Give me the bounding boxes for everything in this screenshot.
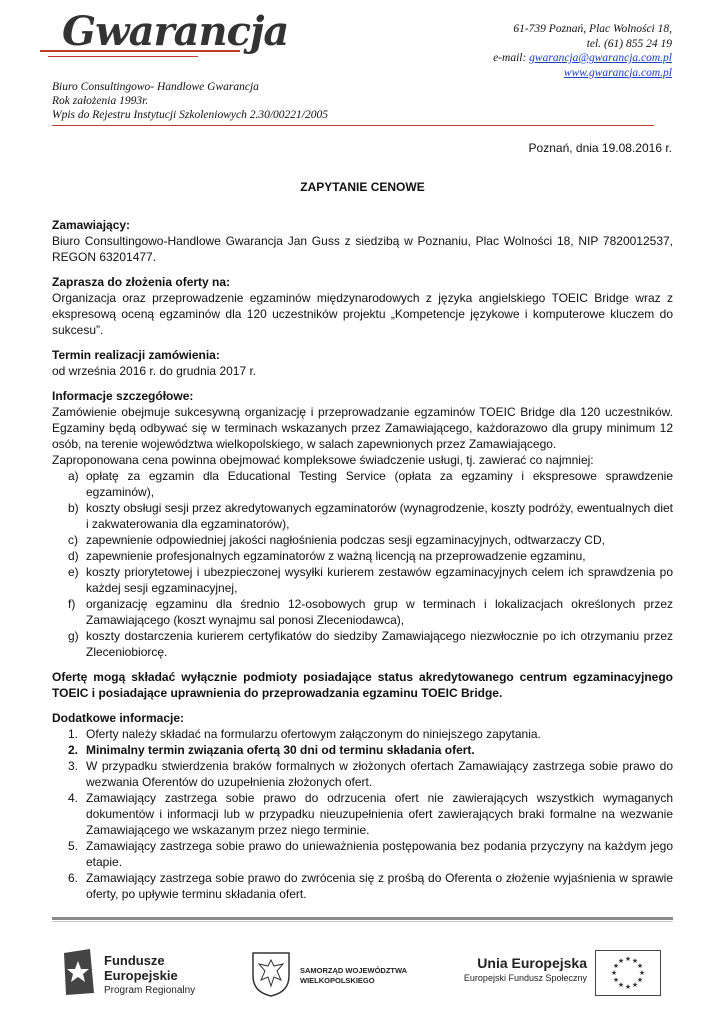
- svg-text:★: ★: [624, 983, 632, 991]
- zaprasza-heading: Zaprasza do złożenia oferty na:: [52, 275, 231, 289]
- zamawiajacy-heading: Zamawiający:: [52, 218, 131, 232]
- requirements-list: [52, 468, 673, 660]
- fundusze-europejskie-logo: [60, 945, 220, 1000]
- fe-line1: Fundusze: [104, 953, 165, 968]
- list-item: 3. W przypadku stwierdzenia braków formalnych w złożonych ofertach Zamawiający zastrzega sobie prawo do wezwania Oferentów do uzupełnienia złożonych ofert.: [68, 759, 673, 789]
- zaprasza-text: Organizacja oraz przeprowadzenie egzaminów międzynarodowych z języka angielskiego TOEIC Bridge wraz z ekspresową oceną egzaminów dla 120 uczestników projektu „Kompetencje językowe i komputerowe kluczem do sukcesu”.: [52, 291, 673, 337]
- fe-line3: Program Regionalny: [104, 985, 196, 996]
- list-item: b) koszty obsługi sesji przez akredytowanych egzaminatorów (wynagrodzenie, koszty podróży, ewentualnych diet i zakwaterowania dla egzaminatorów),: [68, 501, 673, 531]
- termin-text: od września 2016 r. do grudnia 2017 r.: [52, 364, 257, 378]
- list-item: 4. Zamawiający zastrzega sobie prawo do odrzucenia ofert nie zawierających wszystkich wymaganych dokumentów i informacji lub w przypadku nieuzupełnienia ofert zawierających braki formalne na wezwanie Zamawiającego we wskazanym przez niego terminie.: [68, 791, 673, 837]
- additional-info-list: [52, 726, 673, 902]
- list-item: g) koszty dostarczenia kurierem certyfikatów do siedziby Zamawiającego niezwłocznie po ich otrzymaniu przez Zleceniobiorcę.: [68, 629, 673, 659]
- list-item: 2. Minimalny termin związania ofertą 30 dni od terminu składania ofert.: [68, 743, 475, 757]
- ue-line2: Europejski Fundusz Społeczny: [463, 973, 587, 983]
- samorzad-logo: [250, 950, 450, 1000]
- header-divider: [52, 125, 654, 126]
- svg-text:★: ★: [631, 981, 639, 989]
- list-item: 1. Oferty należy składać na formularzu ofertowym załączonym do niniejszego zapytania.: [68, 727, 541, 741]
- svg-text:★: ★: [610, 969, 618, 977]
- svg-text:★: ★: [617, 981, 625, 989]
- logo-text: Gwarancja: [62, 8, 289, 55]
- svg-text:★: ★: [612, 976, 620, 984]
- document-title: ZAPYTANIE CENOWE: [300, 180, 425, 194]
- ue-line1: Unia Europejska: [477, 955, 587, 971]
- fundusze-star-icon: [60, 947, 96, 997]
- termin-heading: Termin realizacji zamówienia:: [52, 348, 220, 362]
- eagle-crest-icon: [250, 950, 292, 998]
- document-date: Poznań, dnia 19.08.2016 r.: [528, 141, 672, 155]
- list-item: c) zapewnienie odpowiedniej jakości nagłośnienia podczas sesji egzaminacyjnych, odtwarzaczy CD,: [68, 533, 605, 547]
- footer-divider-light: [52, 921, 673, 922]
- contact-phone: tel. (61) 855 24 19: [586, 37, 672, 50]
- list-item: 5. Zamawiający zastrzega sobie prawo do unieważnienia postępowania bez podania przyczyny na każdym jego etapie.: [68, 839, 673, 869]
- oferte-statement: Ofertę mogą składać wyłącznie podmioty posiadające status akredytowanego centrum egzaminacyjnego TOEIC i posiadające uprawnienia do przeprowadzania egzaminu TOEIC Bridge.: [52, 670, 673, 700]
- zamawiajacy-text: Biuro Consultingowo-Handlowe Gwarancja Jan Guss z siedzibą w Poznaniu, Plac Wolności 18, NIP 7820012537, REGON 63201477.: [52, 234, 673, 264]
- sw-line1: SAMORZĄD WOJEWÓDZTWA: [300, 966, 408, 975]
- gwarancja-logo: [40, 8, 289, 64]
- svg-text:★: ★: [624, 955, 632, 963]
- email-label: e-mail:: [493, 52, 530, 64]
- company-name: Biuro Consultingowo- Handlowe Gwarancja: [52, 81, 259, 93]
- fe-line2: Europejskie: [104, 968, 178, 983]
- informacje-text2: Zaproponowana cena powinna obejmować kompleksowe świadczenie usługi, tj. zawierać co najmniej:: [52, 453, 594, 467]
- company-founded: Rok założenia 1993r.: [52, 95, 149, 107]
- svg-text:★: ★: [638, 969, 646, 977]
- company-registry: Wpis do Rejestru Instytucji Szkoleniowych 2.30/00221/2005: [52, 109, 328, 121]
- svg-text:★: ★: [612, 962, 620, 970]
- contact-address: 61-739 Poznań, Plac Wolności 18,: [513, 23, 672, 35]
- letterhead: [0, 0, 725, 135]
- document-body: [52, 217, 673, 902]
- svg-text:★: ★: [636, 962, 644, 970]
- informacje-heading: Informacje szczegółowe:: [52, 389, 194, 403]
- footer-divider: [52, 917, 673, 920]
- unia-europejska-logo: [455, 950, 670, 1000]
- sw-line2: WIELKOPOLSKIEGO: [300, 976, 375, 985]
- list-item: d) zapewnienie profesjonalnych egzaminatorów z ważną licencją na przeprowadzenie egzaminu,: [68, 549, 586, 563]
- website-link[interactable]: www.gwarancja.com.pl: [563, 66, 672, 79]
- list-item: a) opłatę za egzamin dla Educational Testing Service (opłata za egzaminy i ekspresowe sprawdzenie egzaminów),: [68, 469, 673, 499]
- svg-text:★: ★: [631, 957, 639, 965]
- svg-text:★: ★: [617, 957, 625, 965]
- company-info: [52, 80, 328, 122]
- svg-text:★: ★: [636, 976, 644, 984]
- informacje-text1: Zamówienie obejmuje sukcesywną organizację i przeprowadzanie egzaminów TOEIC Bridge dla 120 uczestników. Egzaminy będą odbywać się w terminach wskazanych przez Zamawiającego, każdorazowo dla grupy minimum 12 osób, na terenie województwa wielkopolskiego, w salach zapewnionych przez Zamawiającego.: [52, 405, 673, 451]
- dodatkowe-heading: Dodatkowe informacje:: [52, 711, 185, 725]
- contact-block: [493, 22, 672, 80]
- eu-flag-icon: [595, 950, 661, 996]
- list-item: e) koszty priorytetowej i ubezpieczonej wysyłki kurierem zestawów egzaminacyjnych celem ich sprawdzenia po każdej sesji egzaminacyjnej,: [68, 565, 673, 595]
- list-item: f) organizację egzaminu dla średnio 12-osobowych grup w terminach i lokalizacjach określonych przez Zamawiającego (koszt wynajmu sal ponosi Zleceniodawca),: [68, 597, 673, 627]
- email-link[interactable]: gwarancja@gwarancja.com.pl: [529, 52, 672, 64]
- list-item: 6. Zamawiający zastrzega sobie prawo do zwrócenia się z prośbą do Oferenta o złożenie wyjaśnienia w sprawie oferty, po upływie terminu składania ofert.: [68, 871, 673, 901]
